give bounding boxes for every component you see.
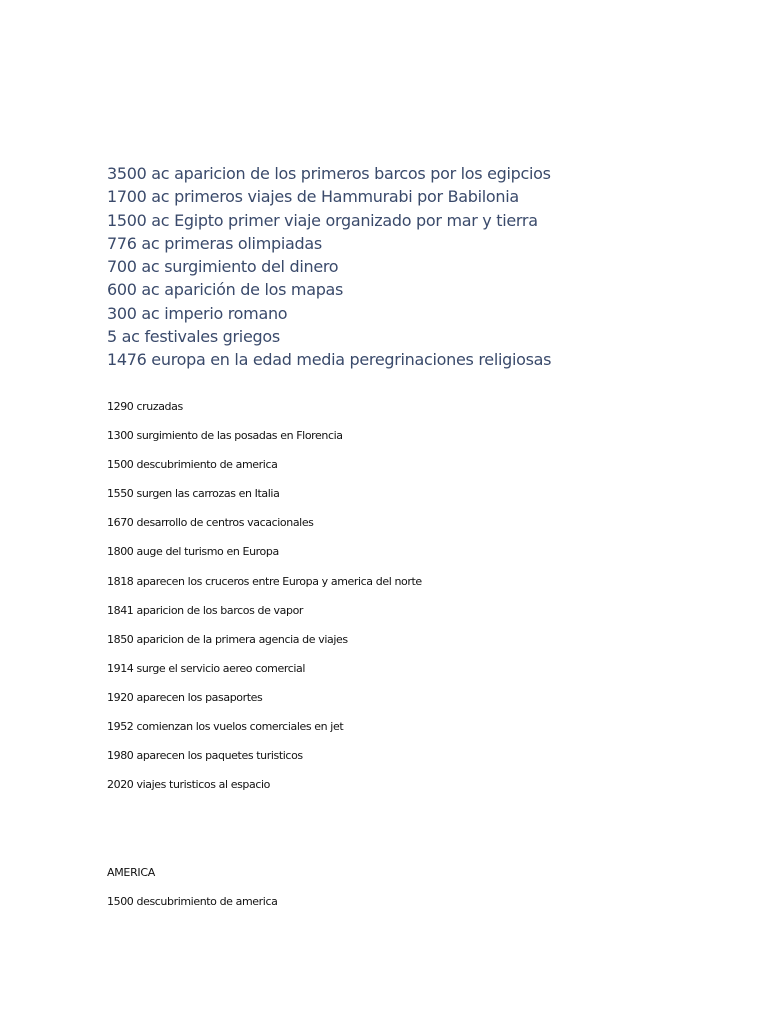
timeline-entry: 2020 viajes turisticos al espacio	[107, 778, 270, 792]
timeline-entry: 1952 comienzan los vuelos comerciales en jet	[107, 720, 344, 734]
timeline-entry: 1800 auge del turismo en Europa	[107, 545, 279, 559]
ancient-timeline-list	[107, 162, 551, 372]
timeline-entry: 776 ac primeras olimpiadas	[107, 233, 322, 253]
timeline-entry: 1300 surgimiento de las posadas en Florencia	[107, 429, 343, 443]
timeline-entry: 1500 ac Egipto primer viaje organizado por mar y tierra	[107, 210, 538, 230]
timeline-entry: 3500 ac aparicion de los primeros barcos por los egipcios	[107, 164, 551, 183]
timeline-entry: 1476 europa en la edad media peregrinaciones religiosas	[107, 350, 552, 370]
timeline-entry: 1841 aparicion de los barcos de vapor	[107, 603, 304, 617]
timeline-entry: 1914 surge el servicio aereo comercial	[107, 661, 306, 675]
timeline-entry: 1818 aparecen los cruceros entre Europa y america del norte	[107, 574, 422, 588]
timeline-entry: 1290 cruzadas	[107, 400, 183, 413]
timeline-entry: 5 ac festivales griegos	[107, 327, 280, 347]
timeline-entry: 1550 surgen las carrozas en Italia	[107, 487, 280, 501]
timeline-entry: 1850 aparicion de la primera agencia de viajes	[107, 632, 348, 646]
timeline-entry: 600 ac aparición de los mapas	[107, 280, 344, 300]
timeline-entry: 1700 ac primeros viajes de Hammurabi por Babilonia	[107, 187, 519, 207]
america-heading: AMERICA	[107, 866, 155, 879]
timeline-entry: 1670 desarrollo de centros vacacionales	[107, 516, 314, 530]
timeline-entry: 1920 aparecen los pasaportes	[107, 690, 263, 704]
modern-timeline-list	[107, 399, 422, 806]
timeline-entry: 1980 aparecen los paquetes turisticos	[107, 749, 303, 763]
timeline-entry: 700 ac surgimiento del dinero	[107, 257, 339, 277]
timeline-entry: 300 ac imperio romano	[107, 303, 288, 323]
america-timeline-entry: 1500 descubrimiento de america	[107, 895, 278, 908]
timeline-entry: 1500 descubrimiento de america	[107, 458, 278, 472]
